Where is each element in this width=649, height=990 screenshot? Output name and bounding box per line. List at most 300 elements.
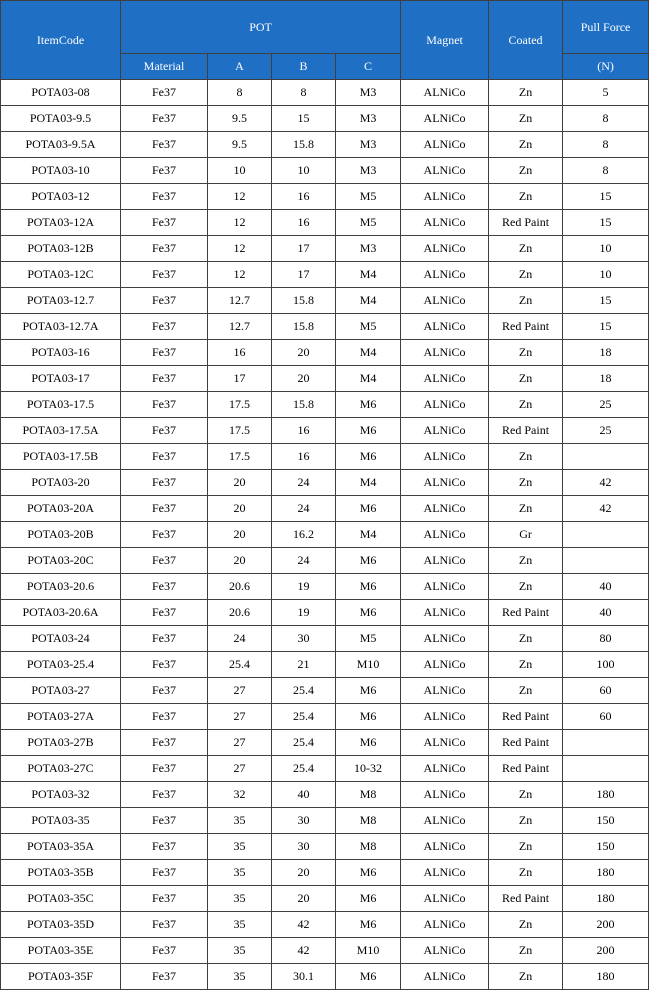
cell-magnet: ALNiCo [401,678,489,704]
table-row [1,366,649,392]
cell-magnet: ALNiCo [401,886,489,912]
cell-pull-force: 60 [563,678,649,704]
header-pull-force-unit: (N) [563,54,649,80]
cell-coated: Red Paint [489,730,563,756]
cell-b: 16 [272,418,336,444]
cell-b: 20 [272,886,336,912]
cell-material: Fe37 [121,210,208,236]
cell-material: Fe37 [121,392,208,418]
cell-b: 16 [272,444,336,470]
cell-magnet: ALNiCo [401,262,489,288]
cell-c: M5 [336,184,401,210]
cell-pull-force [563,444,649,470]
cell-magnet: ALNiCo [401,340,489,366]
cell-item-code: POTA03-20B [1,522,121,548]
cell-c: M3 [336,158,401,184]
cell-c: M4 [336,340,401,366]
cell-b: 42 [272,938,336,964]
cell-pull-force: 8 [563,158,649,184]
cell-b: 21 [272,652,336,678]
cell-a: 12.7 [208,288,272,314]
cell-magnet: ALNiCo [401,132,489,158]
cell-item-code: POTA03-27A [1,704,121,730]
table-row [1,834,649,860]
cell-coated: Zn [489,834,563,860]
cell-b: 24 [272,470,336,496]
cell-material: Fe37 [121,964,208,990]
cell-a: 16 [208,340,272,366]
cell-a: 9.5 [208,132,272,158]
cell-b: 30.1 [272,964,336,990]
table-row [1,912,649,938]
cell-magnet: ALNiCo [401,574,489,600]
table-row [1,626,649,652]
cell-item-code: POTA03-24 [1,626,121,652]
header-material: Material [121,54,208,80]
cell-pull-force: 40 [563,574,649,600]
cell-material: Fe37 [121,652,208,678]
cell-a: 20.6 [208,600,272,626]
cell-coated: Red Paint [489,314,563,340]
table-row [1,314,649,340]
cell-coated: Zn [489,236,563,262]
cell-c: M5 [336,626,401,652]
cell-coated: Zn [489,626,563,652]
cell-coated: Zn [489,860,563,886]
cell-magnet: ALNiCo [401,366,489,392]
cell-b: 10 [272,158,336,184]
cell-pull-force: 25 [563,392,649,418]
cell-material: Fe37 [121,158,208,184]
cell-material: Fe37 [121,808,208,834]
cell-item-code: POTA03-27C [1,756,121,782]
cell-material: Fe37 [121,470,208,496]
cell-item-code: POTA03-12B [1,236,121,262]
cell-magnet: ALNiCo [401,600,489,626]
table-row [1,938,649,964]
cell-c: M6 [336,600,401,626]
cell-item-code: POTA03-35A [1,834,121,860]
cell-item-code: POTA03-25.4 [1,652,121,678]
cell-item-code: POTA03-12.7A [1,314,121,340]
cell-c: M6 [336,392,401,418]
cell-a: 35 [208,834,272,860]
cell-pull-force: 100 [563,652,649,678]
table-row [1,886,649,912]
cell-a: 17 [208,366,272,392]
cell-b: 25.4 [272,678,336,704]
cell-coated: Red Paint [489,704,563,730]
cell-item-code: POTA03-35E [1,938,121,964]
cell-c: M5 [336,210,401,236]
table-row [1,262,649,288]
cell-pull-force: 42 [563,496,649,522]
table-row [1,106,649,132]
cell-coated: Zn [489,80,563,106]
cell-item-code: POTA03-17.5B [1,444,121,470]
cell-b: 15.8 [272,314,336,340]
cell-a: 9.5 [208,106,272,132]
cell-magnet: ALNiCo [401,652,489,678]
table-row [1,392,649,418]
cell-coated: Zn [489,184,563,210]
table-row [1,132,649,158]
cell-magnet: ALNiCo [401,704,489,730]
cell-coated: Zn [489,132,563,158]
cell-pull-force: 80 [563,626,649,652]
cell-item-code: POTA03-16 [1,340,121,366]
cell-material: Fe37 [121,938,208,964]
cell-magnet: ALNiCo [401,912,489,938]
table-row [1,80,649,106]
cell-a: 35 [208,808,272,834]
cell-material: Fe37 [121,418,208,444]
cell-magnet: ALNiCo [401,626,489,652]
table-row [1,184,649,210]
cell-coated: Zn [489,808,563,834]
cell-material: Fe37 [121,340,208,366]
cell-a: 27 [208,704,272,730]
cell-a: 12 [208,262,272,288]
cell-magnet: ALNiCo [401,782,489,808]
cell-item-code: POTA03-20.6 [1,574,121,600]
cell-b: 25.4 [272,756,336,782]
cell-c: M8 [336,808,401,834]
cell-magnet: ALNiCo [401,730,489,756]
header-row-top [1,1,649,54]
cell-material: Fe37 [121,522,208,548]
cell-material: Fe37 [121,132,208,158]
cell-item-code: POTA03-17.5 [1,392,121,418]
cell-c: M4 [336,366,401,392]
cell-item-code: POTA03-08 [1,80,121,106]
cell-item-code: POTA03-27B [1,730,121,756]
cell-c: M10 [336,652,401,678]
cell-c: M10 [336,938,401,964]
cell-pull-force [563,548,649,574]
cell-coated: Gr [489,522,563,548]
table-row [1,548,649,574]
cell-magnet: ALNiCo [401,288,489,314]
cell-a: 17.5 [208,444,272,470]
cell-item-code: POTA03-35C [1,886,121,912]
cell-coated: Red Paint [489,886,563,912]
cell-material: Fe37 [121,236,208,262]
cell-b: 16.2 [272,522,336,548]
cell-pull-force: 15 [563,288,649,314]
table-row [1,652,649,678]
cell-pull-force: 40 [563,600,649,626]
cell-b: 40 [272,782,336,808]
cell-b: 15.8 [272,132,336,158]
cell-a: 12 [208,184,272,210]
cell-b: 30 [272,834,336,860]
cell-magnet: ALNiCo [401,548,489,574]
cell-pull-force: 18 [563,366,649,392]
cell-b: 20 [272,340,336,366]
cell-material: Fe37 [121,782,208,808]
cell-item-code: POTA03-12 [1,184,121,210]
cell-a: 24 [208,626,272,652]
cell-item-code: POTA03-17 [1,366,121,392]
cell-magnet: ALNiCo [401,106,489,132]
cell-material: Fe37 [121,860,208,886]
cell-coated: Zn [489,548,563,574]
cell-pull-force: 180 [563,860,649,886]
cell-coated: Red Paint [489,756,563,782]
cell-magnet: ALNiCo [401,236,489,262]
header-magnet: Magnet [401,1,489,80]
table-row [1,678,649,704]
cell-magnet: ALNiCo [401,834,489,860]
cell-material: Fe37 [121,730,208,756]
cell-material: Fe37 [121,912,208,938]
cell-material: Fe37 [121,600,208,626]
cell-item-code: POTA03-32 [1,782,121,808]
cell-material: Fe37 [121,834,208,860]
cell-coated: Zn [489,262,563,288]
cell-magnet: ALNiCo [401,184,489,210]
cell-material: Fe37 [121,288,208,314]
cell-magnet: ALNiCo [401,522,489,548]
cell-b: 20 [272,860,336,886]
cell-b: 17 [272,262,336,288]
cell-coated: Zn [489,938,563,964]
cell-item-code: POTA03-35D [1,912,121,938]
table-row [1,418,649,444]
cell-c: M6 [336,574,401,600]
table-row [1,340,649,366]
header-c: C [336,54,401,80]
cell-a: 12 [208,210,272,236]
table-row [1,288,649,314]
table-row [1,574,649,600]
cell-b: 17 [272,236,336,262]
cell-c: M6 [336,860,401,886]
cell-a: 8 [208,80,272,106]
cell-magnet: ALNiCo [401,808,489,834]
cell-material: Fe37 [121,704,208,730]
cell-c: M6 [336,886,401,912]
cell-c: M3 [336,132,401,158]
cell-item-code: POTA03-20A [1,496,121,522]
cell-c: M8 [336,834,401,860]
cell-material: Fe37 [121,314,208,340]
cell-c: M8 [336,782,401,808]
cell-coated: Zn [489,782,563,808]
cell-a: 12.7 [208,314,272,340]
cell-c: M3 [336,80,401,106]
cell-material: Fe37 [121,678,208,704]
cell-b: 24 [272,548,336,574]
cell-pull-force: 8 [563,132,649,158]
cell-b: 16 [272,210,336,236]
cell-a: 20 [208,522,272,548]
cell-c: M4 [336,470,401,496]
cell-c: M3 [336,106,401,132]
cell-pull-force: 180 [563,886,649,912]
cell-a: 32 [208,782,272,808]
cell-b: 19 [272,600,336,626]
cell-pull-force: 42 [563,470,649,496]
table-row [1,236,649,262]
cell-material: Fe37 [121,886,208,912]
cell-coated: Red Paint [489,210,563,236]
cell-item-code: POTA03-12C [1,262,121,288]
cell-material: Fe37 [121,262,208,288]
cell-coated: Red Paint [489,418,563,444]
cell-c: M4 [336,288,401,314]
header-a: A [208,54,272,80]
cell-pull-force: 15 [563,210,649,236]
table-row [1,756,649,782]
cell-c: M6 [336,704,401,730]
cell-c: M6 [336,496,401,522]
cell-pull-force: 10 [563,262,649,288]
cell-b: 15.8 [272,392,336,418]
cell-coated: Zn [489,340,563,366]
cell-pull-force [563,522,649,548]
cell-pull-force [563,730,649,756]
cell-pull-force: 200 [563,938,649,964]
table-row [1,964,649,990]
cell-pull-force: 180 [563,782,649,808]
table-row [1,860,649,886]
cell-material: Fe37 [121,756,208,782]
cell-coated: Zn [489,574,563,600]
cell-a: 17.5 [208,392,272,418]
cell-c: M4 [336,522,401,548]
cell-item-code: POTA03-12A [1,210,121,236]
cell-b: 30 [272,808,336,834]
cell-a: 27 [208,730,272,756]
cell-material: Fe37 [121,574,208,600]
table-row [1,808,649,834]
cell-pull-force: 15 [563,184,649,210]
table-row [1,522,649,548]
table-row [1,782,649,808]
cell-a: 20 [208,470,272,496]
cell-c: M4 [336,262,401,288]
cell-a: 35 [208,912,272,938]
cell-item-code: POTA03-35F [1,964,121,990]
cell-c: M3 [336,236,401,262]
cell-magnet: ALNiCo [401,210,489,236]
cell-a: 27 [208,756,272,782]
table-body [1,80,649,990]
table-header [1,1,649,80]
cell-material: Fe37 [121,548,208,574]
cell-pull-force: 25 [563,418,649,444]
cell-a: 35 [208,938,272,964]
cell-magnet: ALNiCo [401,418,489,444]
cell-magnet: ALNiCo [401,444,489,470]
cell-material: Fe37 [121,496,208,522]
cell-item-code: POTA03-12.7 [1,288,121,314]
table-row [1,600,649,626]
cell-a: 12 [208,236,272,262]
cell-magnet: ALNiCo [401,938,489,964]
cell-b: 42 [272,912,336,938]
cell-material: Fe37 [121,366,208,392]
cell-coated: Zn [489,392,563,418]
cell-b: 24 [272,496,336,522]
cell-a: 35 [208,860,272,886]
cell-magnet: ALNiCo [401,158,489,184]
cell-b: 15.8 [272,288,336,314]
cell-magnet: ALNiCo [401,392,489,418]
header-pull-force: Pull Force [563,1,649,54]
cell-c: M6 [336,912,401,938]
cell-a: 17.5 [208,418,272,444]
cell-coated: Zn [489,912,563,938]
cell-coated: Red Paint [489,600,563,626]
cell-pull-force: 150 [563,808,649,834]
cell-magnet: ALNiCo [401,496,489,522]
cell-magnet: ALNiCo [401,756,489,782]
cell-a: 20 [208,496,272,522]
cell-a: 10 [208,158,272,184]
header-coated: Coated [489,1,563,80]
cell-coated: Zn [489,288,563,314]
cell-magnet: ALNiCo [401,860,489,886]
cell-coated: Zn [489,158,563,184]
cell-material: Fe37 [121,626,208,652]
cell-c: 10-32 [336,756,401,782]
cell-c: M6 [336,964,401,990]
cell-pull-force: 200 [563,912,649,938]
cell-coated: Zn [489,964,563,990]
cell-item-code: POTA03-35B [1,860,121,886]
cell-pull-force: 10 [563,236,649,262]
cell-a: 27 [208,678,272,704]
cell-material: Fe37 [121,444,208,470]
cell-item-code: POTA03-35 [1,808,121,834]
cell-a: 35 [208,886,272,912]
cell-c: M6 [336,418,401,444]
cell-pull-force [563,756,649,782]
cell-material: Fe37 [121,80,208,106]
cell-coated: Zn [489,106,563,132]
cell-item-code: POTA03-20.6A [1,600,121,626]
cell-magnet: ALNiCo [401,80,489,106]
table-row [1,210,649,236]
cell-item-code: POTA03-10 [1,158,121,184]
cell-coated: Zn [489,652,563,678]
cell-item-code: POTA03-17.5A [1,418,121,444]
cell-pull-force: 150 [563,834,649,860]
header-b: B [272,54,336,80]
cell-b: 25.4 [272,704,336,730]
cell-c: M6 [336,730,401,756]
header-pot: POT [121,1,401,54]
cell-magnet: ALNiCo [401,470,489,496]
table-row [1,730,649,756]
cell-pull-force: 18 [563,340,649,366]
cell-b: 25.4 [272,730,336,756]
cell-coated: Zn [489,444,563,470]
table-row [1,496,649,522]
cell-a: 20.6 [208,574,272,600]
cell-b: 16 [272,184,336,210]
cell-coated: Zn [489,366,563,392]
cell-c: M6 [336,678,401,704]
cell-material: Fe37 [121,106,208,132]
cell-item-code: POTA03-20C [1,548,121,574]
cell-a: 25.4 [208,652,272,678]
table-row [1,704,649,730]
cell-b: 30 [272,626,336,652]
